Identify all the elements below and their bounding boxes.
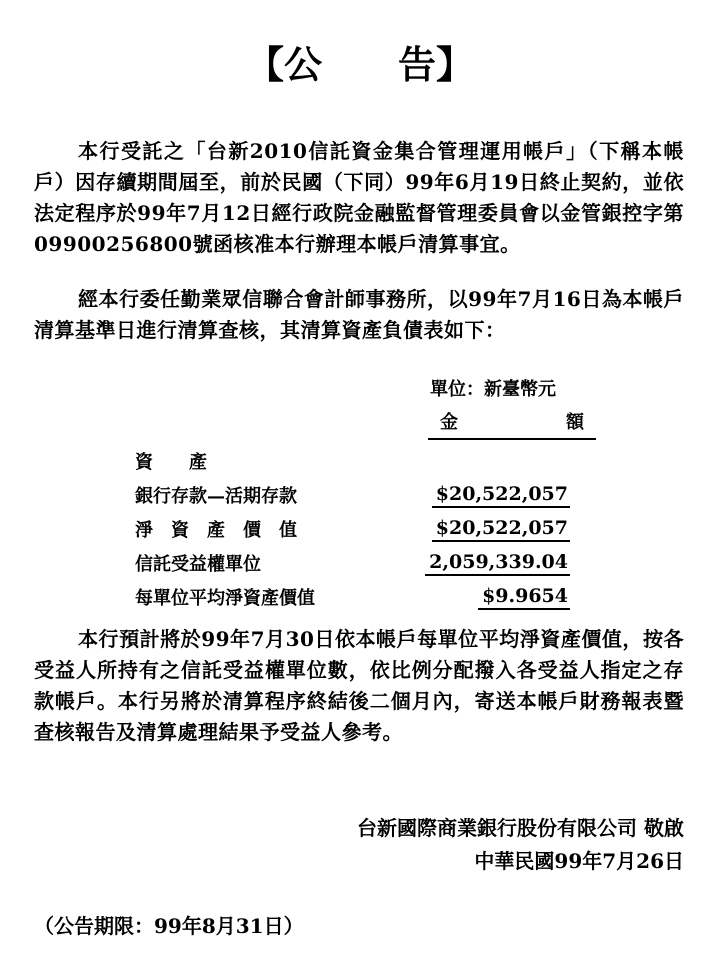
row-value: $20,522,057 (432, 483, 570, 508)
row-label: 淨 資 產 價 值 (135, 520, 297, 541)
row-label: 每單位平均淨資產價值 (135, 588, 315, 609)
section-heading: 資 產 (135, 452, 207, 473)
row-value: $20,522,057 (432, 517, 570, 542)
row-value: 2,059,339.04 (425, 551, 570, 576)
signature-company: 台新國際商業銀行股份有限公司 敬啟 (357, 816, 684, 840)
paragraph-distribution: 本行預計將於99年7月30日依本帳戶每單位平均淨資產價值，按各受益人所持有之信託受益權單位數，依比例分配撥入各受益人指定之存款帳戶。本行另將於清算程序終結後二個月內，寄送本帳戶財務報表暨查核報告及清算處理結果予受益人參考。 (34, 627, 684, 744)
currency-unit: 單位：新臺幣元 (430, 379, 556, 400)
table-row (135, 576, 570, 610)
table-row (135, 474, 570, 508)
amount-column-header (428, 408, 596, 440)
row-label: 銀行存款—活期存款 (135, 486, 297, 507)
amount-header-right: 額 (566, 412, 584, 433)
announcement-period: （公告期限：99年8月31日） (34, 914, 304, 938)
row-label: 信託受益權單位 (135, 554, 261, 575)
section-heading-row (135, 440, 570, 474)
paragraph-audit: 經本行委任勤業眾信聯合會計師事務所，以99年7月16日為本帳戶清算基準日進行清算查核，其清算資產負債表如下： (34, 287, 684, 342)
signature-date: 中華民國99年7月26日 (474, 849, 684, 873)
table-row (135, 542, 570, 576)
paragraph-intro: 本行受託之「台新2010信託資金集合管理運用帳戶」（下稱本帳戶）因存續期間屆至，前於民國（下同）99年6月19日終止契約，並依法定程序於99年7月12日經行政院金融監督管理委員會以金管銀控字第09900256800號函核准本行辦理本帳戶清算事宜。 (34, 139, 684, 256)
row-value: $9.9654 (478, 585, 570, 610)
page-title: 【公 告】 (245, 42, 474, 87)
table-row (135, 508, 570, 542)
amount-header-left: 金 (440, 412, 458, 433)
balance-sheet-table (135, 440, 570, 610)
